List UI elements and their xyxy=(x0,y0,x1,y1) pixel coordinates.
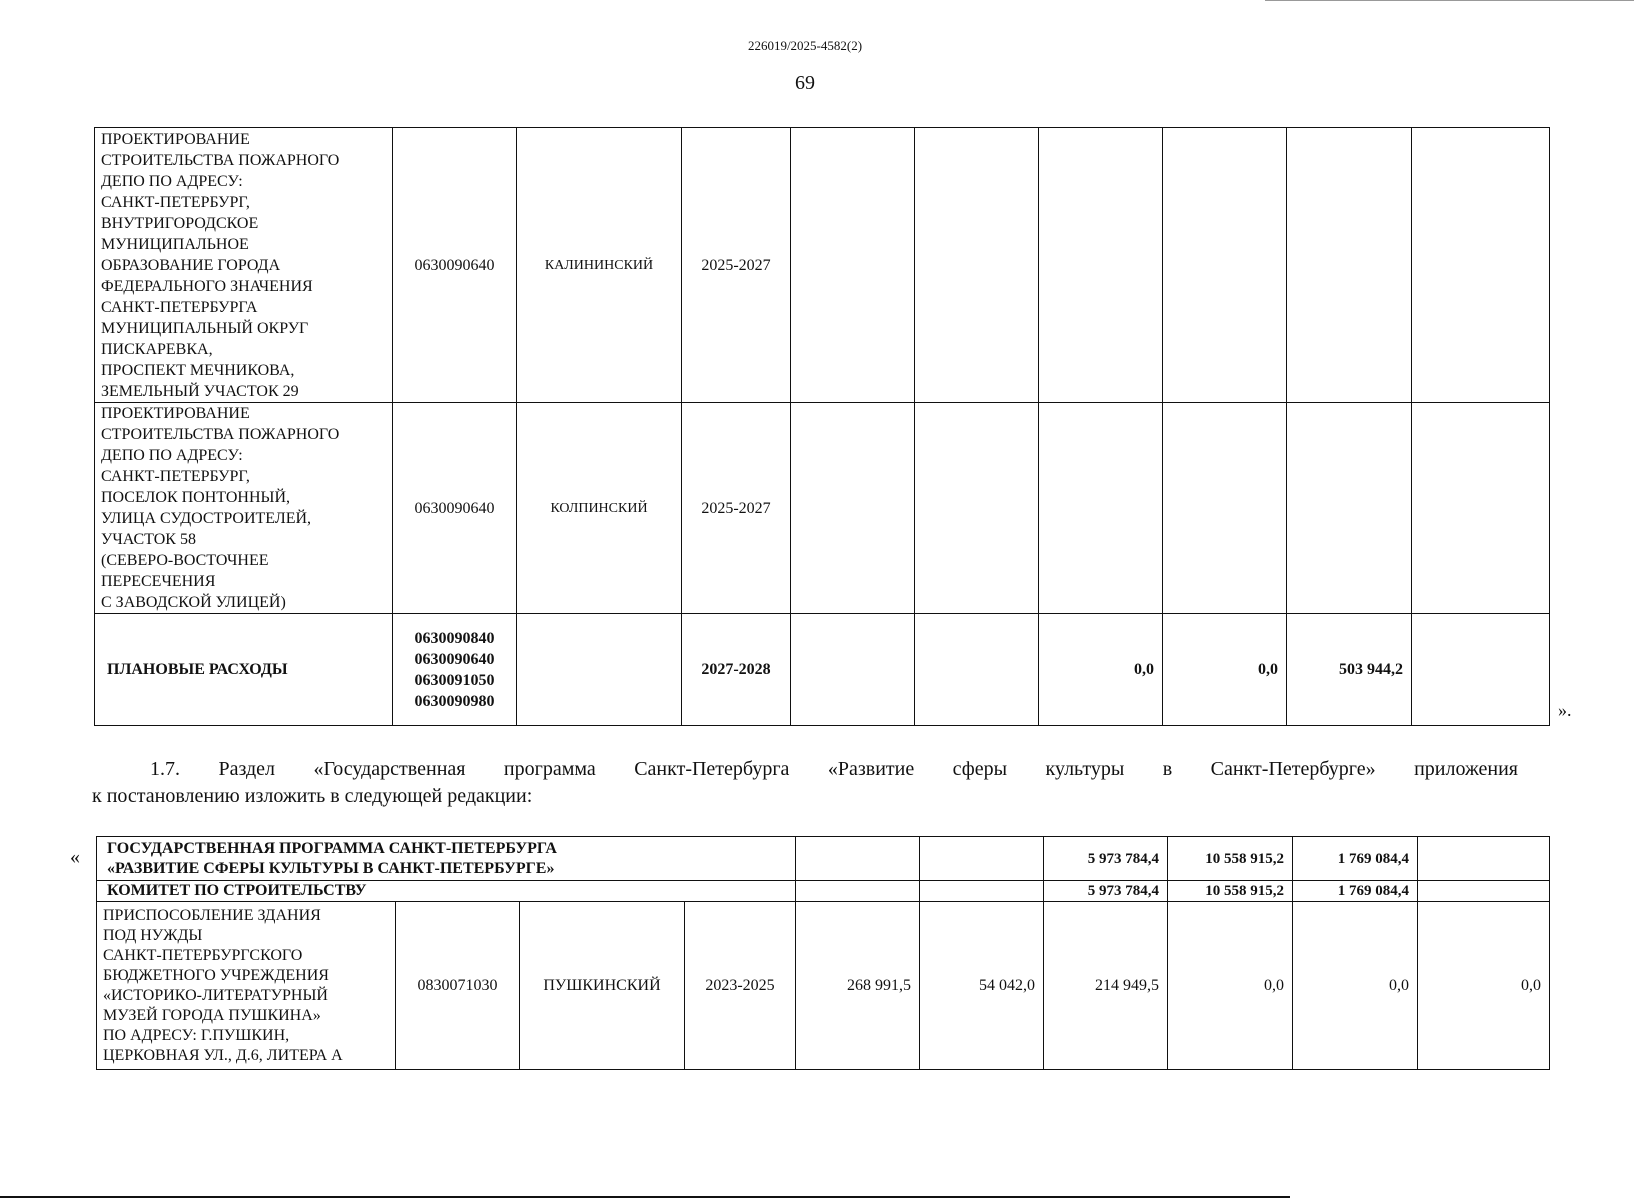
value-cell xyxy=(1039,403,1163,614)
top-edge-line xyxy=(1265,0,1634,1)
value-cell xyxy=(1287,128,1412,403)
value-cell xyxy=(1412,128,1550,403)
planned-expenses-row xyxy=(95,614,1550,726)
value-cell: 214 949,5 xyxy=(1044,902,1168,1070)
program-title: ГОСУДАРСТВЕННАЯ ПРОГРАММА САНКТ-ПЕТЕРБУРГА «РАЗВИТИЕ СФЕРЫ КУЛЬТУРЫ В САНКТ-ПЕТЕРБУРГЕ» xyxy=(97,837,796,881)
value-cell xyxy=(1418,881,1550,902)
opening-quote: « xyxy=(70,846,80,868)
closing-quote: ». xyxy=(1558,700,1572,720)
value-cell xyxy=(915,403,1039,614)
committee-row xyxy=(97,881,1550,902)
value-cell: 10 558 915,2 xyxy=(1168,881,1293,902)
value-cell xyxy=(1412,403,1550,614)
value-cell xyxy=(791,403,915,614)
table-row xyxy=(95,403,1550,614)
committee-title: КОМИТЕТ ПО СТРОИТЕЛЬСТВУ xyxy=(97,881,796,902)
period: 2023-2025 xyxy=(685,902,796,1070)
value-cell xyxy=(796,837,920,881)
budget-code: 0830071030 xyxy=(396,902,520,1070)
district: КАЛИНИНСКИЙ xyxy=(517,128,682,403)
value-cell: 268 991,5 xyxy=(796,902,920,1070)
value-cell xyxy=(920,881,1044,902)
budget-code: 0630090640 xyxy=(393,403,517,614)
object-name: ПРИСПОСОБЛЕНИЕ ЗДАНИЯ ПОД НУЖДЫ САНКТ-ПЕТЕРБУРГСКОГО БЮДЖЕТНОГО УЧРЕЖДЕНИЯ «ИСТОРИКО-ЛИТЕРАТУРНЫЙ МУЗЕЙ ГОРОДА ПУШКИНА» ПО АДРЕСУ: Г.ПУШКИН, ЦЕРКОВНАЯ УЛ., Д.6, ЛИТЕРА А xyxy=(97,902,396,1070)
paragraph-line: к постановлению изложить в следующей редакции: xyxy=(92,785,533,807)
budget-codes: 0630090840 0630090640 0630091050 0630090980 xyxy=(393,614,517,726)
object-name: ПРОЕКТИРОВАНИЕ СТРОИТЕЛЬСТВА ПОЖАРНОГО ДЕПО ПО АДРЕСУ: САНКТ-ПЕТЕРБУРГ, ПОСЕЛОК ПОНТОННЫЙ, УЛИЦА СУДОСТРОИТЕЛЕЙ, УЧАСТОК 58 (СЕВЕРО-ВОСТОЧНЕЕ ПЕРЕСЕЧЕНИЯ С ЗАВОДСКОЙ УЛИЦЕЙ) xyxy=(95,403,393,614)
object-name: ПРОЕКТИРОВАНИЕ СТРОИТЕЛЬСТВА ПОЖАРНОГО ДЕПО ПО АДРЕСУ: САНКТ-ПЕТЕРБУРГ, ВНУТРИГОРОДСКОЕ МУНИЦИПАЛЬНОЕ ОБРАЗОВАНИЕ ГОРОДА ФЕДЕРАЛЬНОГО ЗНАЧЕНИЯ САНКТ-ПЕТЕРБУРГА МУНИЦИПАЛЬНЫЙ ОКРУГ ПИСКАРЕВКА, ПРОСПЕКТ МЕЧНИКОВА, ЗЕМЕЛЬНЫЙ УЧАСТОК 29 xyxy=(95,128,393,403)
value-cell xyxy=(1287,403,1412,614)
table-row xyxy=(97,902,1550,1070)
value-cell: 10 558 915,2 xyxy=(1168,837,1293,881)
value-cell xyxy=(1418,837,1550,881)
value-cell xyxy=(1412,614,1550,726)
document-code: 226019/2025-4582(2) xyxy=(747,38,863,53)
value-cell: 0,0 xyxy=(1039,614,1163,726)
value-cell xyxy=(791,128,915,403)
table-row xyxy=(95,128,1550,403)
value-cell: 0,0 xyxy=(1163,614,1287,726)
district: КОЛПИНСКИЙ xyxy=(517,403,682,614)
value-cell: 0,0 xyxy=(1293,902,1418,1070)
value-cell xyxy=(1163,128,1287,403)
value-cell xyxy=(915,614,1039,726)
program-row xyxy=(97,837,1550,881)
district xyxy=(517,614,682,726)
expense-table-continued xyxy=(94,127,1550,726)
value-cell xyxy=(1163,403,1287,614)
bottom-edge-line xyxy=(0,1196,1290,1198)
value-cell xyxy=(791,614,915,726)
value-cell: 1 769 084,4 xyxy=(1293,881,1418,902)
value-cell: 0,0 xyxy=(1168,902,1293,1070)
value-cell xyxy=(920,837,1044,881)
district: ПУШКИНСКИЙ xyxy=(520,902,685,1070)
page-number: 69 xyxy=(795,72,815,94)
amendment-paragraph xyxy=(92,756,1518,810)
value-cell xyxy=(796,881,920,902)
value-cell xyxy=(915,128,1039,403)
culture-program-table xyxy=(96,836,1550,1070)
paragraph-line: 1.7. Раздел «Государственная программа Санкт-Петербурга «Развитие сферы культуры в Санкт-Петербурге» приложения xyxy=(150,758,1518,780)
period: 2025-2027 xyxy=(682,128,791,403)
budget-code: 0630090640 xyxy=(393,128,517,403)
planned-expenses-label: ПЛАНОВЫЕ РАСХОДЫ xyxy=(95,614,393,726)
value-cell: 0,0 xyxy=(1418,902,1550,1070)
value-cell: 1 769 084,4 xyxy=(1293,837,1418,881)
value-cell: 5 973 784,4 xyxy=(1044,881,1168,902)
value-cell xyxy=(1039,128,1163,403)
value-cell: 503 944,2 xyxy=(1287,614,1412,726)
value-cell: 5 973 784,4 xyxy=(1044,837,1168,881)
value-cell: 54 042,0 xyxy=(920,902,1044,1070)
period: 2025-2027 xyxy=(682,403,791,614)
period: 2027-2028 xyxy=(682,614,791,726)
